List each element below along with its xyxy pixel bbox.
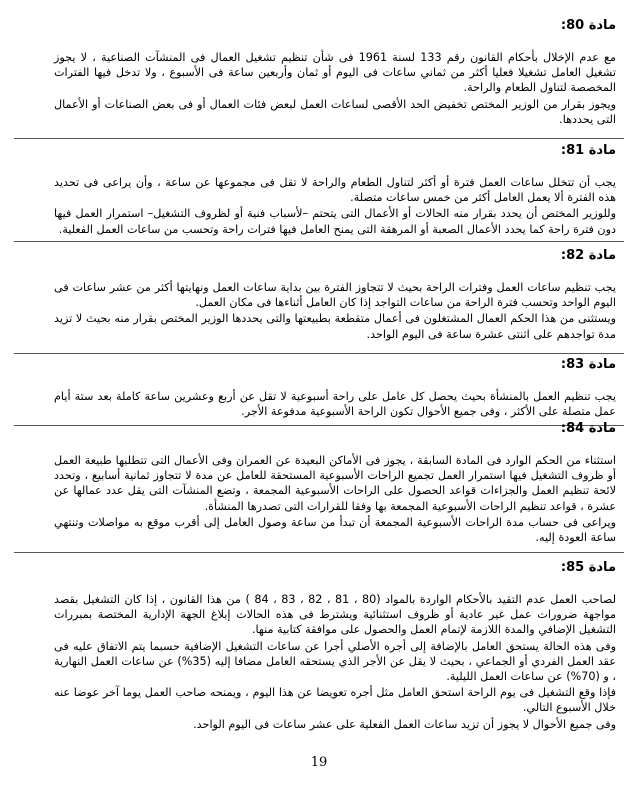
article-paragraph: يجب تنظيم العمل بالمنشأة بحيث يحصل كل عامل على راحة أسبوعية لا تقل عن أربع وعشرين ساعة كاملة بعد ستة أيام عمل متصلة على الأكثر ، وفى جميع الأحوال تكون الراحة الأسبوعية مدفوعة الأجر. <box>54 390 616 419</box>
article-paragraph: وللوزير المختص أن يحدد بقرار منه الحالات أو الأعمال التى يتحتم –لأسباب فنية أو لظروف التشغيل– استمرار العمل فيها دون فترة راحة كما يحدد الأعمال الصعبة أو المرهقة التى يمنح العامل فيها فترات راحة وتحسب من ساعات العمل الفعلية. <box>54 207 616 236</box>
article-title: مادة 80: <box>560 18 616 33</box>
article-81 <box>54 143 616 237</box>
article-85 <box>54 560 616 732</box>
article-title: مادة 84: <box>560 421 616 436</box>
article-84 <box>54 421 616 545</box>
article-82 <box>54 248 616 342</box>
article-paragraph: مع عدم الإخلال بأحكام القانون رقم 133 لسنة 1961 فى شأن تنظيم تشغيل العمال فى المنشآت الصناعية ، لا يجوز تشغيل العامل تشغيلا فعليا أكثر من ثماني ساعات فى اليوم أو ثمان وأربعين ساعة فى الأسبوع ، ولا تدخل فيها الفترات المخصصة لتناول الطعام والراحة. <box>54 51 616 95</box>
article-paragraph: استثناء من الحكم الوارد فى المادة السابقة ، يجوز فى الأماكن البعيدة عن العمران وفى الأعمال التى تتطلبها طبيعة العمل أو ظروف التشغيل فيها استمرار العمل تجميع الراحات الأسبوعية المستحقة للعامل عن مدة لا تتجاوز ثمانية أسابيع ، وتحدد لائحة تنظيم العمل والجزاءات قواعد الحصول على الراحات الأسبوعية المجمعة ، وتضع المنشآت التى يقل عدد عمالها عن عشرة ، قواعد تنظيم الراحات الأسبوعية المجمعة بها وفقا للقرارات التى تصدرها المنشأة. <box>54 454 616 513</box>
article-83 <box>54 357 616 419</box>
section-divider <box>14 552 624 553</box>
article-80 <box>54 18 616 127</box>
article-paragraph: ويستثنى من هذا الحكم العمال المشتغلون فى أعمال متقطعة بطبيعتها والتى يحددها الوزير المختص بقرار منه بحيث لا تزيد مدة تواجدهم على اثنتى عشرة ساعة فى اليوم الواحد. <box>54 312 616 341</box>
section-divider <box>14 138 624 139</box>
article-paragraph: يجب تنظيم ساعات العمل وفترات الراحة بحيث لا تتجاوز الفترة بين بداية ساعات العمل ونهايتها أكثر من عشر ساعات فى اليوم الواحد وتحسب فترة الراحة من ساعات التواجد إذا كان العامل أثناءها فى مكان العمل. <box>54 281 616 310</box>
article-title: مادة 83: <box>560 357 616 372</box>
article-title: مادة 81: <box>560 143 616 158</box>
article-paragraph: ويراعى فى حساب مدة الراحات الأسبوعية المجمعة أن تبدأ من ساعة وصول العامل إلى أقرب موقع به مواصلات وتنتهي ساعة العودة إليه. <box>54 515 616 545</box>
article-paragraph: يجب أن تتخلل ساعات العمل فترة أو أكثر لتناول الطعام والراحة لا تقل فى مجموعها عن ساعة ، وأن يراعى فى تحديد هذه الفترة ألا يعمل العامل أكثر من خمس ساعات متصلة. <box>54 176 616 205</box>
article-title: مادة 82: <box>560 248 616 263</box>
article-paragraph: ويجوز بقرار من الوزير المختص تخفيض الحد الأقصى لساعات العمل لبعض فئات العمال أو فى بعض الصناعات أو الأعمال التى يحددها. <box>54 97 616 126</box>
article-paragraph: وفى هذه الحالة يستحق العامل بالإضافة إلى أجره الأصلي أجرا عن ساعات التشغيل الإضافية حسبما يتم الاتفاق عليه فى عقد العمل الفردي أو الجماعي ، بحيث لا يقل عن الأجر الذي يستحقه العامل مضافا إليه (35%) عن ساعات العمل النهارية ، و (70%) عن ساعات العمل الليلية. <box>54 639 616 684</box>
section-divider <box>14 241 624 242</box>
article-paragraph: وفى جميع الأحوال لا يجوز أن تزيد ساعات العمل الفعلية على عشر ساعات فى اليوم الواحد. <box>193 717 616 731</box>
page-number: 19 <box>310 755 328 770</box>
article-paragraph: لصاحب العمل عدم التقيد بالأحكام الواردة بالمواد (80 ، 81 ، 82 ، 83 ، 84 ) من هذا القانون ، إذا كان التشغيل بقصد مواجهة ضرورات عمل غير عادية أو ظروف استثنائية ويشترط فى هذه الحالات إبلاغ الجهة الإدارية المختصة بمبررات التشغيل الإضافي والمدة اللازمة لإتمام العمل والحصول على موافقة كتابية منها. <box>54 593 616 637</box>
article-paragraph: فإذا وقع التشغيل فى يوم الراحة استحق العامل مثل أجره تعويضا عن هذا اليوم ، ويمنحه صاحب العمل يوما آخر عوضا عنه خلال الأسبوع التالي. <box>54 686 616 715</box>
article-title: مادة 85: <box>560 560 616 575</box>
section-divider <box>14 353 624 354</box>
